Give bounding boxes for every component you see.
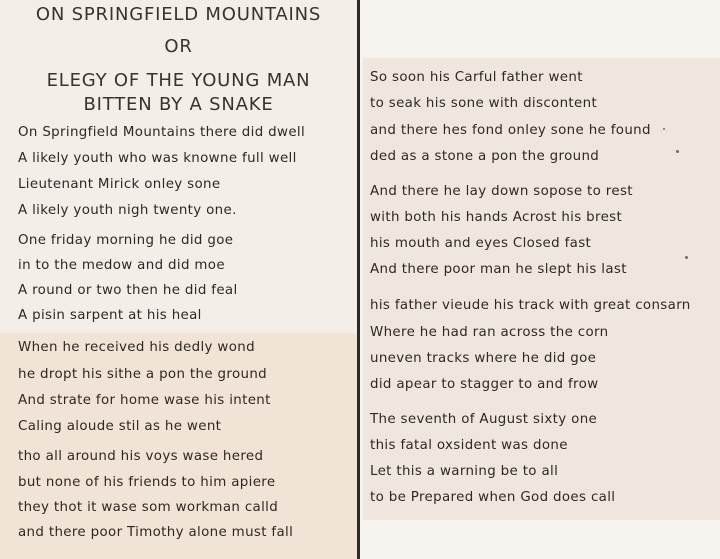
left-stanza2-line4: A pisin sarpent at his heal: [18, 308, 202, 323]
right-stanza4-line1: The seventh of August sixty one: [370, 412, 598, 427]
right-stanza2-line4: And there poor man he slept his last: [370, 262, 627, 277]
title-line-1: ON SPRINGFIELD MOUNTAINS: [35, 4, 322, 25]
title-line-4: BITTEN BY A SNAKE: [83, 94, 274, 115]
left-stanza1-line2: A likely youth who was knowne full well: [18, 151, 297, 166]
right-stanza2-line2: with both his hands Acrost his brest: [370, 210, 623, 225]
left-stanza4-line3: they thot it wase som workman calld: [18, 500, 279, 515]
right-stanza1-line2: to seak his sone with discontent: [370, 96, 598, 111]
right-stanza4-line2: this fatal oxsident was done: [370, 438, 568, 453]
title-line-3: ELEGY OF THE YOUNG MAN: [46, 70, 311, 91]
left-stanza1-line3: Lieutenant Mirick onley sone: [18, 177, 221, 192]
left-stanza4-line4: and there poor Timothy alone must fall: [18, 525, 294, 540]
paper-speck: [663, 128, 665, 130]
left-stanza4-line2: but none of his friends to him apiere: [18, 475, 276, 490]
paper-speck: [685, 256, 688, 259]
right-stanza3-line3: uneven tracks where he did goe: [370, 351, 597, 366]
paper-speck: [676, 150, 679, 153]
left-stanza3-line2: he dropt his sithe a pon the ground: [18, 367, 268, 382]
right-stanza4-line4: to be Prepared when God does call: [370, 490, 616, 505]
title-line-2: OR: [164, 36, 193, 57]
right-stanza1-line4: ded as a stone a pon the ground: [370, 149, 600, 164]
left-stanza1-line4: A likely youth nigh twenty one.: [18, 203, 237, 218]
right-stanza1-line3: and there hes fond onley sone he found: [370, 123, 651, 138]
left-stanza3-line1: When he received his dedly wond: [18, 340, 255, 355]
right-stanza3-line1: his father vieude his track with great consarn: [370, 298, 691, 313]
right-stanza2-line1: And there he lay down sopose to rest: [370, 184, 633, 199]
right-stanza2-line3: his mouth and eyes Closed fast: [370, 236, 592, 251]
left-stanza2-line2: in to the medow and did moe: [18, 258, 225, 273]
left-stanza2-line1: One friday morning he did goe: [18, 233, 234, 248]
left-stanza3-line4: Caling aloude stil as he went: [18, 419, 222, 434]
right-stanza4-line3: Let this a warning be to all: [370, 464, 559, 479]
right-stanza3-line2: Where he had ran across the corn: [370, 325, 609, 340]
left-stanza4-line1: tho all around his voys wase hered: [18, 449, 264, 464]
left-stanza1-line1: On Springfield Mountains there did dwell: [18, 125, 306, 140]
right-stanza1-line1: So soon his Carful father went: [370, 70, 583, 85]
left-stanza2-line3: A round or two then he did feal: [18, 283, 238, 298]
right-stanza3-line4: did apear to stagger to and frow: [370, 377, 599, 392]
left-stanza3-line3: And strate for home wase his intent: [18, 393, 271, 408]
